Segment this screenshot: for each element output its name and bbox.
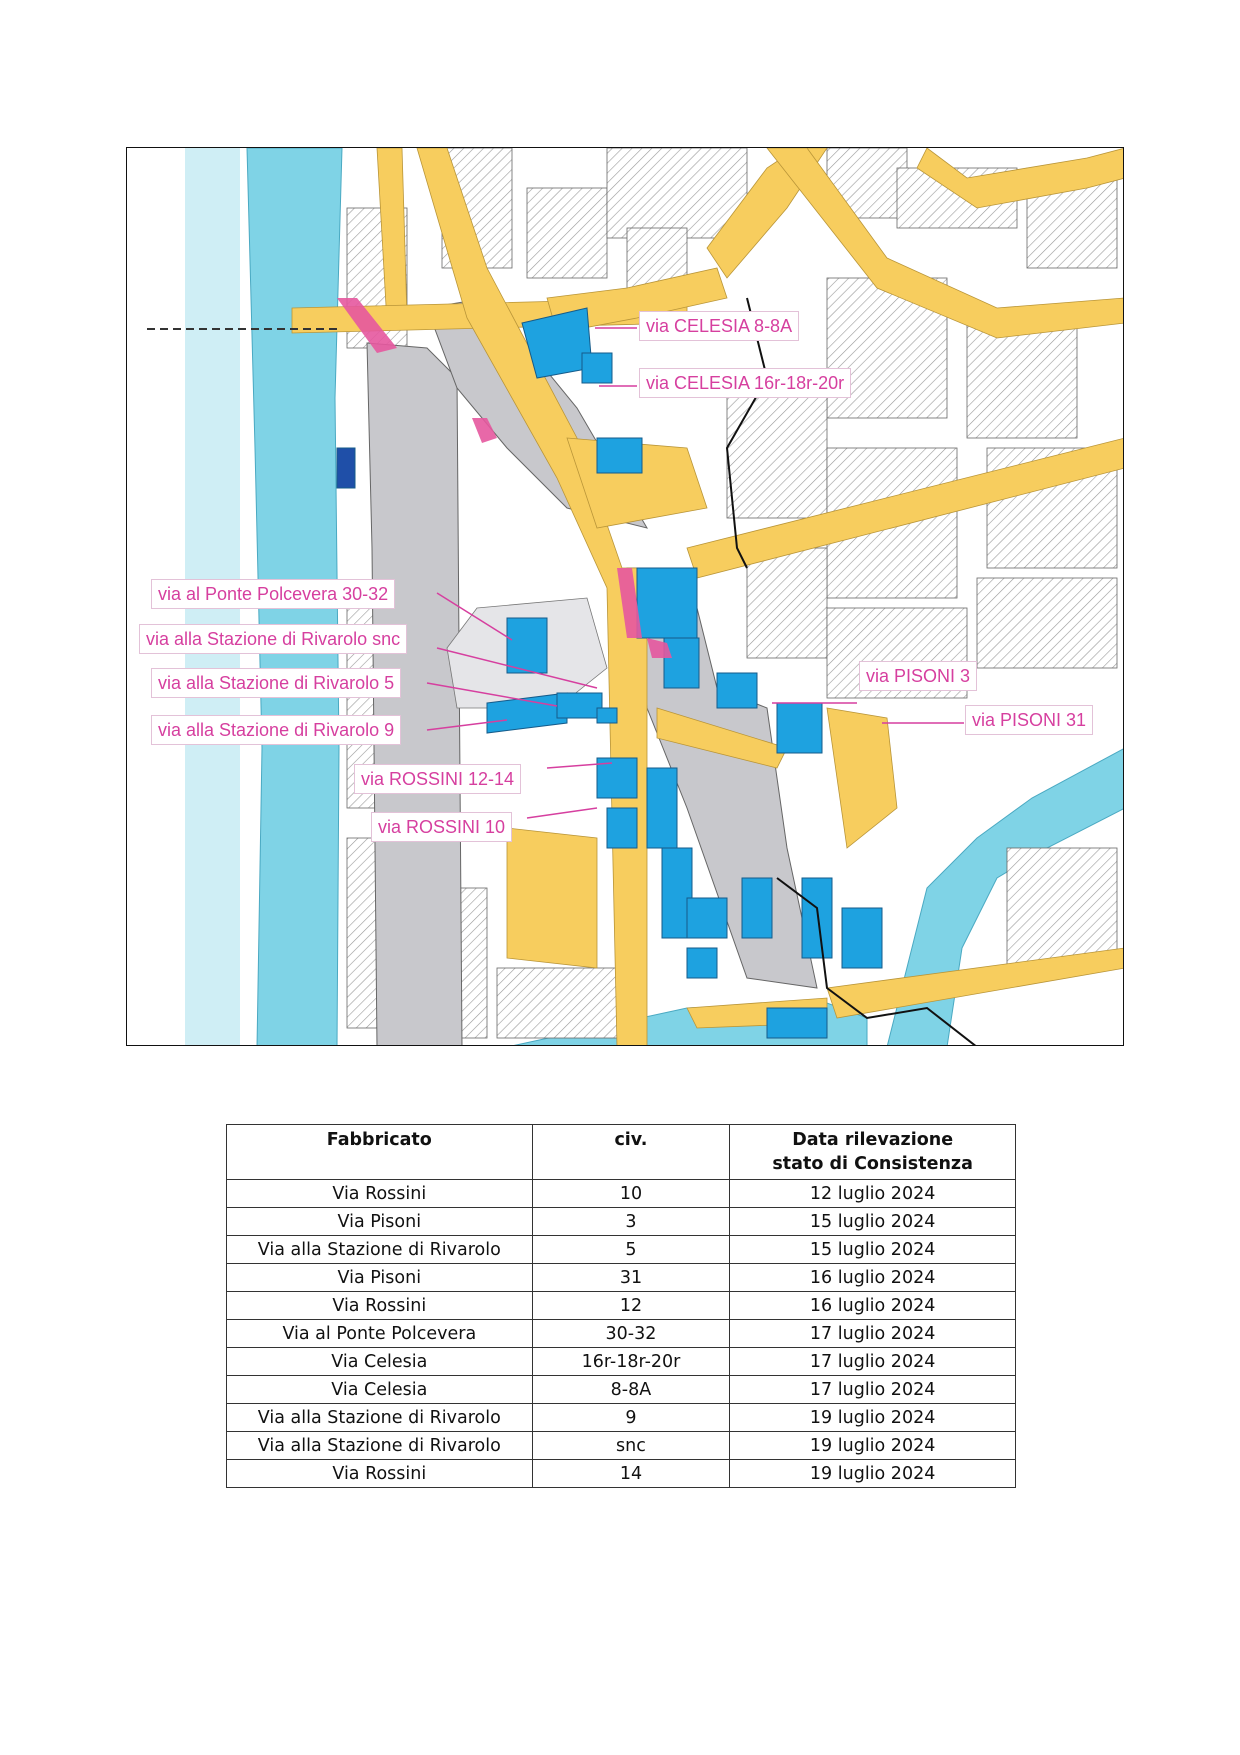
header-civ: civ. bbox=[532, 1125, 730, 1180]
cell-data: 17 luglio 2024 bbox=[730, 1376, 1016, 1404]
survey-table-wrap bbox=[226, 1124, 1016, 1488]
header-fabbricato: Fabbricato bbox=[227, 1125, 533, 1180]
cell-data: 15 luglio 2024 bbox=[730, 1236, 1016, 1264]
label-stazione-snc: via alla Stazione di Rivarolo snc bbox=[139, 624, 407, 654]
label-ponte-polcevera: via al Ponte Polcevera 30-32 bbox=[151, 579, 395, 609]
label-pisoni-3: via PISONI 3 bbox=[859, 661, 977, 691]
cell-civ: 16r-18r-20r bbox=[532, 1348, 730, 1376]
table-row bbox=[227, 1432, 1016, 1460]
header-data-line1: Data rilevazione bbox=[792, 1130, 954, 1150]
label-celesia-8: via CELESIA 8-8A bbox=[639, 311, 799, 341]
table-row bbox=[227, 1404, 1016, 1432]
cell-civ: 31 bbox=[532, 1264, 730, 1292]
cell-civ: 8-8A bbox=[532, 1376, 730, 1404]
cell-fabbricato: Via Celesia bbox=[227, 1348, 533, 1376]
cell-data: 19 luglio 2024 bbox=[730, 1432, 1016, 1460]
cell-data: 17 luglio 2024 bbox=[730, 1348, 1016, 1376]
cell-civ: 12 bbox=[532, 1292, 730, 1320]
cell-civ: 14 bbox=[532, 1460, 730, 1488]
table-row bbox=[227, 1208, 1016, 1236]
table-row bbox=[227, 1320, 1016, 1348]
table-row bbox=[227, 1180, 1016, 1208]
label-rossini-12: via ROSSINI 12-14 bbox=[354, 764, 521, 794]
cell-data: 19 luglio 2024 bbox=[730, 1460, 1016, 1488]
table-row bbox=[227, 1292, 1016, 1320]
label-pisoni-31: via PISONI 31 bbox=[965, 705, 1093, 735]
cell-fabbricato: Via alla Stazione di Rivarolo bbox=[227, 1404, 533, 1432]
cell-civ: 10 bbox=[532, 1180, 730, 1208]
table-header-row bbox=[227, 1125, 1016, 1180]
cell-data: 16 luglio 2024 bbox=[730, 1292, 1016, 1320]
cell-fabbricato: Via Rossini bbox=[227, 1460, 533, 1488]
cell-data: 17 luglio 2024 bbox=[730, 1320, 1016, 1348]
cell-fabbricato: Via Pisoni bbox=[227, 1264, 533, 1292]
cell-fabbricato: Via alla Stazione di Rivarolo bbox=[227, 1432, 533, 1460]
table-row bbox=[227, 1236, 1016, 1264]
cell-fabbricato: Via Rossini bbox=[227, 1292, 533, 1320]
cell-data: 12 luglio 2024 bbox=[730, 1180, 1016, 1208]
cell-civ: 30-32 bbox=[532, 1320, 730, 1348]
cell-data: 15 luglio 2024 bbox=[730, 1208, 1016, 1236]
cell-fabbricato: Via Celesia bbox=[227, 1376, 533, 1404]
cell-fabbricato: Via Pisoni bbox=[227, 1208, 533, 1236]
cell-data: 19 luglio 2024 bbox=[730, 1404, 1016, 1432]
label-stazione-9: via alla Stazione di Rivarolo 9 bbox=[151, 715, 401, 745]
header-data bbox=[730, 1125, 1016, 1180]
table-row bbox=[227, 1264, 1016, 1292]
label-rossini-10: via ROSSINI 10 bbox=[371, 812, 512, 842]
cell-civ: 5 bbox=[532, 1236, 730, 1264]
cell-fabbricato: Via Rossini bbox=[227, 1180, 533, 1208]
label-celesia-16: via CELESIA 16r-18r-20r bbox=[639, 368, 851, 398]
cell-civ: 3 bbox=[532, 1208, 730, 1236]
cadastral-map bbox=[126, 147, 1124, 1046]
cell-civ: snc bbox=[532, 1432, 730, 1460]
table-row bbox=[227, 1460, 1016, 1488]
survey-table bbox=[226, 1124, 1016, 1488]
cell-data: 16 luglio 2024 bbox=[730, 1264, 1016, 1292]
cell-fabbricato: Via al Ponte Polcevera bbox=[227, 1320, 533, 1348]
cell-fabbricato: Via alla Stazione di Rivarolo bbox=[227, 1236, 533, 1264]
header-data-line2: stato di Consistenza bbox=[772, 1154, 973, 1174]
label-stazione-5: via alla Stazione di Rivarolo 5 bbox=[151, 668, 401, 698]
table-row bbox=[227, 1348, 1016, 1376]
table-row bbox=[227, 1376, 1016, 1404]
cell-civ: 9 bbox=[532, 1404, 730, 1432]
